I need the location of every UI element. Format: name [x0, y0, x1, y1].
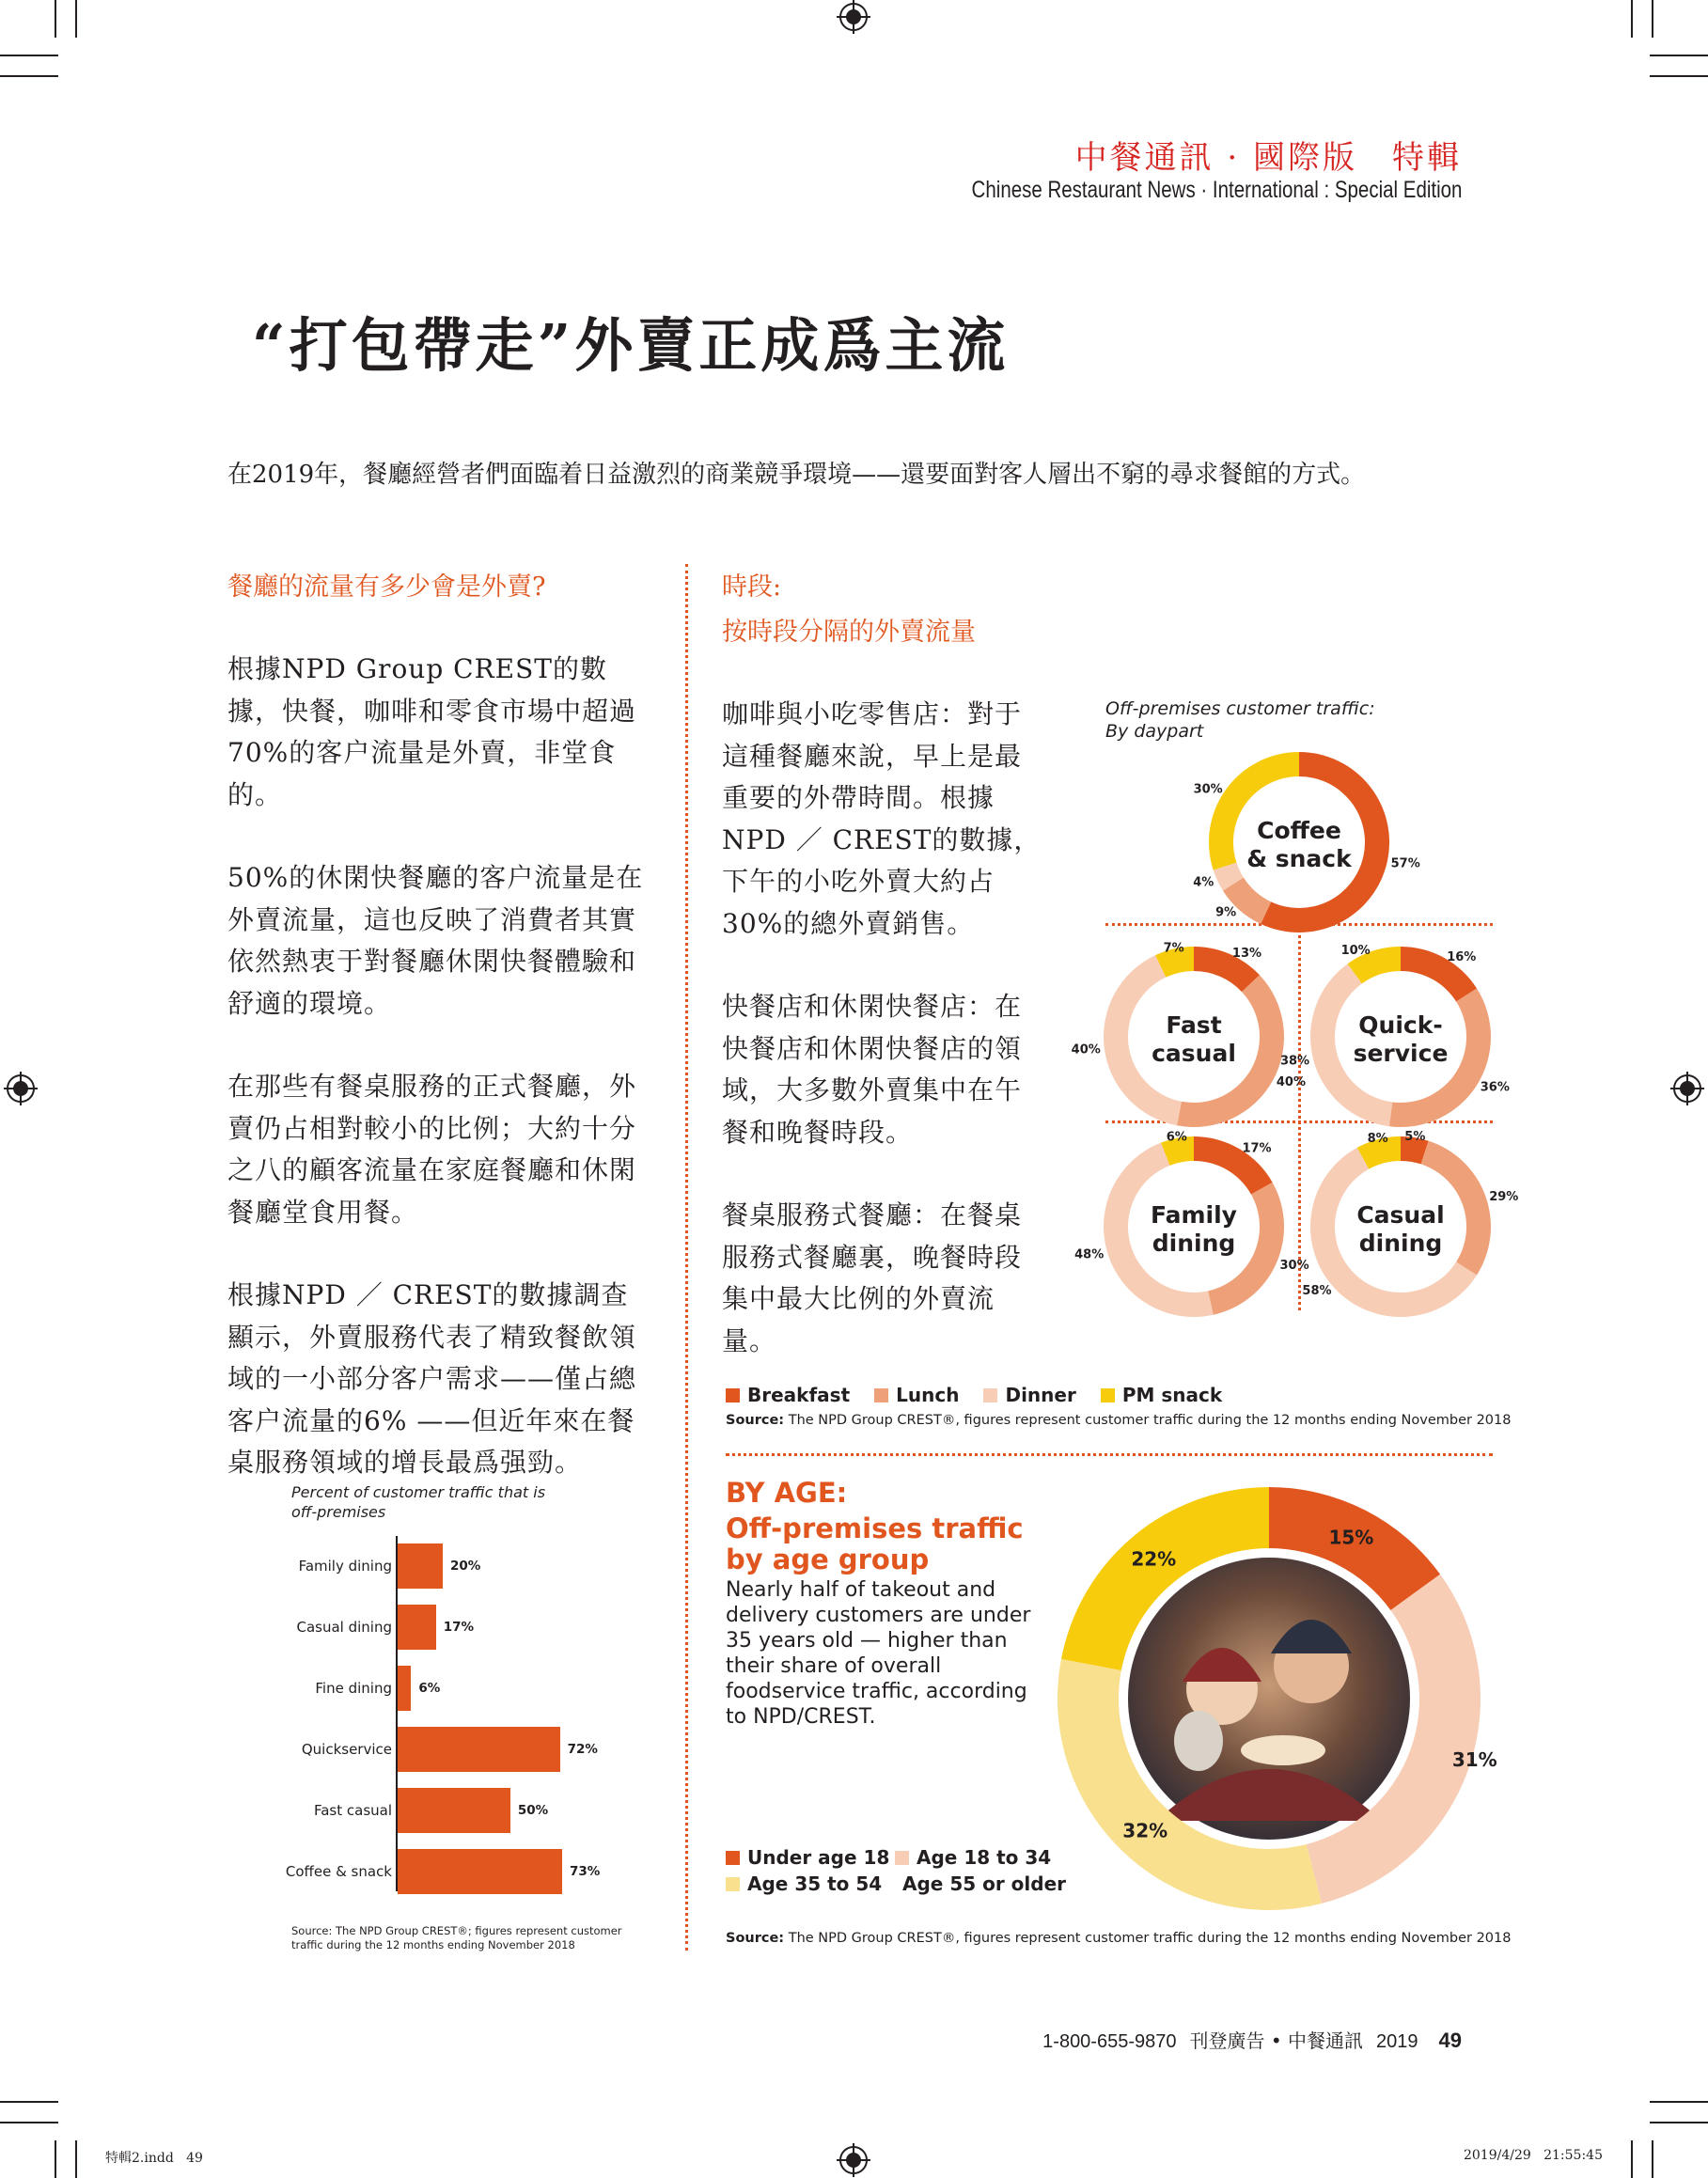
age-value-label: 31% [1451, 1748, 1497, 1772]
legend-dinner [983, 1384, 1075, 1406]
footer-timestamp: 2019/4/29 21:55:45 [1463, 2148, 1603, 2163]
crop-mark [1650, 2122, 1708, 2123]
crop-mark [0, 75, 58, 77]
daypart-source [726, 1413, 1512, 1428]
legend-pm-snack [1101, 1384, 1222, 1406]
donut-center-label: Family [1151, 1201, 1237, 1229]
bar [398, 1788, 510, 1833]
donut-value-label: 17% [1242, 1141, 1272, 1156]
donut-fast [1072, 941, 1306, 1127]
legend-label: Age 35 to 54 [747, 1872, 883, 1895]
left-section-heading: 餐廳的流量有多少會是外賣? [227, 572, 546, 602]
legend-swatch [1101, 1388, 1115, 1402]
crop-mark [1650, 55, 1708, 56]
bar-chart-title-line1: Percent of customer traffic that is [291, 1483, 546, 1501]
bar-chart-axis [396, 1536, 398, 1891]
legend-label: Under age 18 [747, 1846, 890, 1869]
age-subheading-2: by age group [726, 1543, 930, 1575]
donut-value-label: 4% [1193, 875, 1214, 890]
age-value-label: 32% [1122, 1819, 1168, 1842]
legend-label: Age 55 or older [902, 1872, 1067, 1895]
age-donut-chart [1048, 1478, 1497, 1919]
footer-ad-text: 刊登廣告 • 中餐通訊 [1189, 2029, 1364, 2052]
legend-18-34 [895, 1846, 1064, 1869]
bar-value-label: 20% [449, 1559, 481, 1574]
age-subheading: Off-premises traffic [726, 1512, 1024, 1544]
source-label: Source: [726, 1931, 785, 1946]
donut-value-label: 38% [1279, 1054, 1310, 1069]
footer-file-name: 特輯2.indd 49 [105, 2151, 203, 2166]
legend-under-18 [726, 1846, 895, 1869]
photo-hotdog [1241, 1735, 1325, 1765]
age-heading: BY AGE: [726, 1477, 848, 1509]
age-value-label: 15% [1328, 1526, 1374, 1549]
donut-value-label: 36% [1480, 1080, 1510, 1095]
legend-lunch [874, 1384, 959, 1406]
left-paragraph: 在那些有餐桌服務的正式餐廳，外賣仍占相對較小的比例；大約十分之八的顧客流量在家庭餐廳和休閑餐廳堂食用餐。 [227, 1071, 637, 1228]
donut-value-label: 10% [1340, 943, 1371, 958]
crop-mark [55, 2140, 56, 2178]
bar-value-label: 72% [567, 1742, 598, 1757]
bar [398, 1543, 443, 1589]
crop-mark [1652, 0, 1653, 38]
donut-center-label: casual [1152, 1040, 1236, 1067]
registration-mark-icon [1670, 1072, 1704, 1105]
donut-family [1074, 1131, 1308, 1317]
middle-paragraph: 餐桌服務式餐廳：在餐桌服務式餐廳裏，晚餐時段集中最大比例的外賣流量。 [722, 1199, 1023, 1356]
legend-swatch [726, 1388, 740, 1402]
bar [398, 1849, 562, 1894]
bar-chart-source-line1: Source: The NPD Group CREST®; figures represent customer [291, 1924, 622, 1937]
donut-value-label: 40% [1071, 1042, 1101, 1058]
donut-center-label: Quick- [1358, 1011, 1443, 1039]
registration-mark-icon [837, 2143, 870, 2177]
age-section [726, 1478, 1045, 1730]
daypart-donut-charts [1071, 724, 1519, 1325]
bar-value-label: 73% [570, 1864, 601, 1879]
page-number: 49 [1438, 2029, 1462, 2052]
bar-chart-source-line2: traffic during the 12 months ending November 2018 [291, 1938, 575, 1951]
donut-center-label: service [1353, 1040, 1449, 1067]
middle-section-subheading: 按時段分隔的外賣流量 [722, 618, 976, 647]
legend-label: PM snack [1121, 1384, 1223, 1406]
donut-value-label: 9% [1215, 905, 1237, 920]
middle-body [722, 694, 1046, 1403]
publication-title-en: Chinese Restaurant News · International : Special Edition [971, 177, 1462, 203]
donut-center-label: dining [1152, 1230, 1236, 1257]
donut-center-label: & snack [1246, 845, 1352, 872]
left-body [227, 649, 652, 1526]
bar-value-label: 17% [443, 1620, 475, 1635]
crop-mark [55, 0, 56, 38]
bar-category-label: Fine dining [315, 1680, 392, 1697]
donut-value-label: 58% [1302, 1284, 1332, 1299]
donut-center-label: Casual [1356, 1201, 1445, 1229]
crop-mark [1631, 0, 1633, 38]
section-divider [726, 1453, 1493, 1456]
bar-category-label: Casual dining [296, 1619, 392, 1636]
legend-35-54 [726, 1872, 895, 1895]
middle-paragraph: 快餐店和休閑快餐店：在快餐店和休閑快餐店的領域，大多數外賣集中在午餐和晚餐時段。 [722, 991, 1023, 1148]
donut-value-label: 29% [1489, 1189, 1519, 1204]
bar-category-label: Fast casual [313, 1802, 392, 1819]
donut-value-label: 16% [1447, 950, 1477, 965]
registration-mark-icon [4, 1072, 38, 1105]
donut-value-label: 6% [1166, 1130, 1187, 1145]
donut-center-label: Coffee [1257, 817, 1341, 844]
legend-55-plus [895, 1872, 1067, 1895]
source-text: The NPD Group CREST®, figures represent customer traffic during the 12 months ending November 2018 [788, 1931, 1512, 1946]
crop-mark [0, 2122, 58, 2123]
legend-swatch [895, 1851, 909, 1865]
daypart-chart-subtitle: By daypart [1105, 721, 1204, 742]
footer-year: 2019 [1376, 2031, 1418, 2052]
page-title: “打包帶走”外賣正成爲主流 [252, 311, 1010, 380]
age-legend [726, 1846, 1067, 1895]
bar-value-label: 50% [517, 1803, 549, 1818]
age-body: Nearly half of takeout and delivery customers are under 35 years old — higher than their share of overall foodservice traffic, according to NPD/CREST. [726, 1578, 1031, 1729]
source-label: Source: [726, 1413, 785, 1428]
bar-chart-title-line2: off-premises [291, 1503, 386, 1521]
column-divider [685, 564, 688, 1951]
legend-swatch [874, 1388, 888, 1402]
donut-value-label: 57% [1390, 856, 1420, 871]
left-paragraph: 50%的休閑快餐廳的客户流量是在外賣流量，這也反映了消費者其實依然熱衷于對餐廳休閑快餐體驗和舒適的環境。 [227, 862, 644, 1019]
donut-value-label: 48% [1074, 1247, 1105, 1262]
donut-value-label: 7% [1163, 941, 1184, 956]
donut-center-label: dining [1358, 1230, 1443, 1257]
donut-quick [1280, 944, 1510, 1127]
registration-mark-icon [837, 0, 870, 34]
source-text: The NPD Group CREST®, figures represent customer traffic during the 12 months ending November 2018 [788, 1413, 1512, 1428]
bar [398, 1666, 411, 1711]
donut-coffee [1193, 752, 1420, 932]
donut-value-label: 8% [1367, 1132, 1388, 1147]
footer-phone: 1-800-655-9870 [1042, 2031, 1177, 2052]
crop-mark [75, 0, 77, 38]
bar [398, 1727, 560, 1772]
donut-value-label: 13% [1231, 947, 1262, 962]
bar-category-label: Quickservice [301, 1741, 392, 1758]
bar-category-label: Family dining [298, 1558, 392, 1575]
daypart-chart-title-line1: Off-premises customer traffic: [1105, 698, 1375, 719]
crop-mark [1650, 75, 1708, 77]
bar-category-label: Coffee & snack [285, 1863, 392, 1880]
crop-mark [0, 2101, 58, 2103]
legend-label: Dinner [1005, 1384, 1076, 1406]
crop-mark [1652, 2140, 1653, 2178]
bar-value-label: 6% [418, 1681, 441, 1696]
bar-chart-title [291, 1482, 545, 1522]
age-value-label: 22% [1131, 1547, 1177, 1571]
crop-mark [0, 55, 58, 56]
footer-line [1042, 2026, 1462, 2053]
donut-value-label: 30% [1279, 1258, 1309, 1273]
donut-value-label: 40% [1276, 1075, 1307, 1090]
bar-chart [244, 1536, 639, 1891]
photo-food-wrap [1174, 1711, 1223, 1771]
publication-title-zh: 中餐通訊 · 國際版 特輯 [1074, 139, 1462, 177]
crop-mark [75, 2140, 77, 2178]
legend-swatch [983, 1388, 997, 1402]
intro-paragraph: 在2019年，餐廳經營者們面臨着日益激烈的商業競爭環境——還要面對客人層出不窮的尋求餐館的方式。 [227, 461, 1366, 489]
legend-swatch [726, 1851, 740, 1865]
crop-mark [1631, 2140, 1633, 2178]
legend-label: Lunch [896, 1384, 960, 1406]
legend-swatch [726, 1877, 740, 1891]
legend-label: Age 18 to 34 [917, 1846, 1052, 1869]
middle-section-heading: 時段: [722, 572, 782, 602]
donut-value-label: 5% [1404, 1130, 1426, 1145]
donut-casual [1302, 1130, 1518, 1317]
donut-center-label: Fast [1166, 1011, 1222, 1039]
legend-breakfast [726, 1384, 850, 1406]
bar-chart-source [291, 1924, 622, 1952]
left-paragraph: 根據NPD Group CREST的數據，快餐，咖啡和零食市場中超過70%的客户流量是外賣，非堂食的。 [227, 653, 637, 810]
age-source [726, 1931, 1512, 1946]
legend-label: Breakfast [747, 1384, 851, 1406]
left-paragraph: 根據NPD ／ CREST的數據調查顯示，外賣服務代表了精致餐飲領域的一小部分客户需求——僅占總客户流量的6% ——但近年來在餐桌服務領域的增長最爲强勁。 [227, 1279, 637, 1478]
crop-mark [1650, 2101, 1708, 2103]
middle-paragraph: 咖啡與小吃零售店：對于這種餐廳來說，早上是最重要的外帶時間。根據NPD ／ CREST的數據，下午的小吃外賣大約占30%的總外賣銷售。 [722, 698, 1042, 939]
bar [398, 1605, 436, 1650]
donut-value-label: 30% [1193, 782, 1223, 797]
daypart-legend [726, 1384, 1222, 1406]
